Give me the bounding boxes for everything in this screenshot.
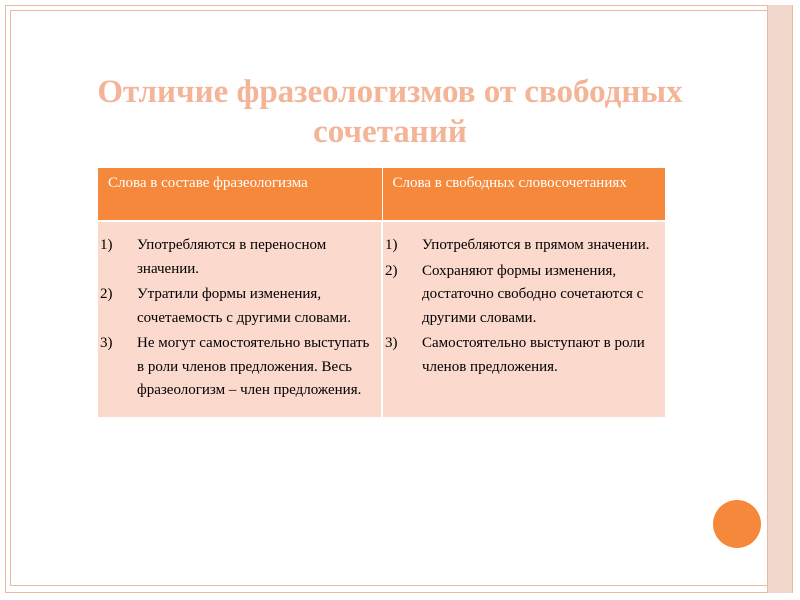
item-text: Сохраняют формы изменения, достаточно свободно сочетаются с другими словами. <box>422 262 644 326</box>
cell-free-collocations <box>382 221 665 417</box>
item-number: 3) <box>385 335 398 351</box>
item-text: Употребляются в прямом значении. <box>422 237 650 253</box>
list-item <box>385 234 661 258</box>
item-text: Не могут самостоятельно выступать в роли членов предложения. Весь фразеологизм – член предложения. <box>137 335 370 398</box>
slide-title: Отличие фразеологизмов от свободных сочетаний <box>97 74 683 151</box>
item-text: Утратили формы изменения, сочетаемость с другими словами. <box>137 286 351 326</box>
table-header-row <box>98 168 665 221</box>
right-decorative-strip <box>767 5 793 593</box>
comparison-table <box>98 168 665 417</box>
table-body-row <box>98 221 665 417</box>
list-item <box>385 332 661 379</box>
decorative-circle <box>713 500 761 548</box>
header-free-collocations: Слова в свободных словосочетаниях <box>382 168 665 221</box>
phraseologism-list <box>100 234 377 403</box>
item-number: 1) <box>385 237 398 253</box>
list-item <box>100 332 377 403</box>
list-item <box>100 283 377 330</box>
list-item <box>385 260 661 331</box>
item-number: 1) <box>100 237 113 253</box>
header-phraseologism: Слова в составе фразеологизма <box>98 168 382 221</box>
free-collocations-list <box>385 234 661 379</box>
item-text: Самостоятельно выступают в роли членов предложения. <box>422 335 645 375</box>
list-item <box>100 234 377 281</box>
item-number: 2) <box>385 262 398 279</box>
cell-phraseologism <box>98 221 382 417</box>
item-number: 3) <box>100 335 113 351</box>
item-text: Употребляются в переносном значении. <box>137 237 327 277</box>
item-number: 2) <box>100 286 113 302</box>
